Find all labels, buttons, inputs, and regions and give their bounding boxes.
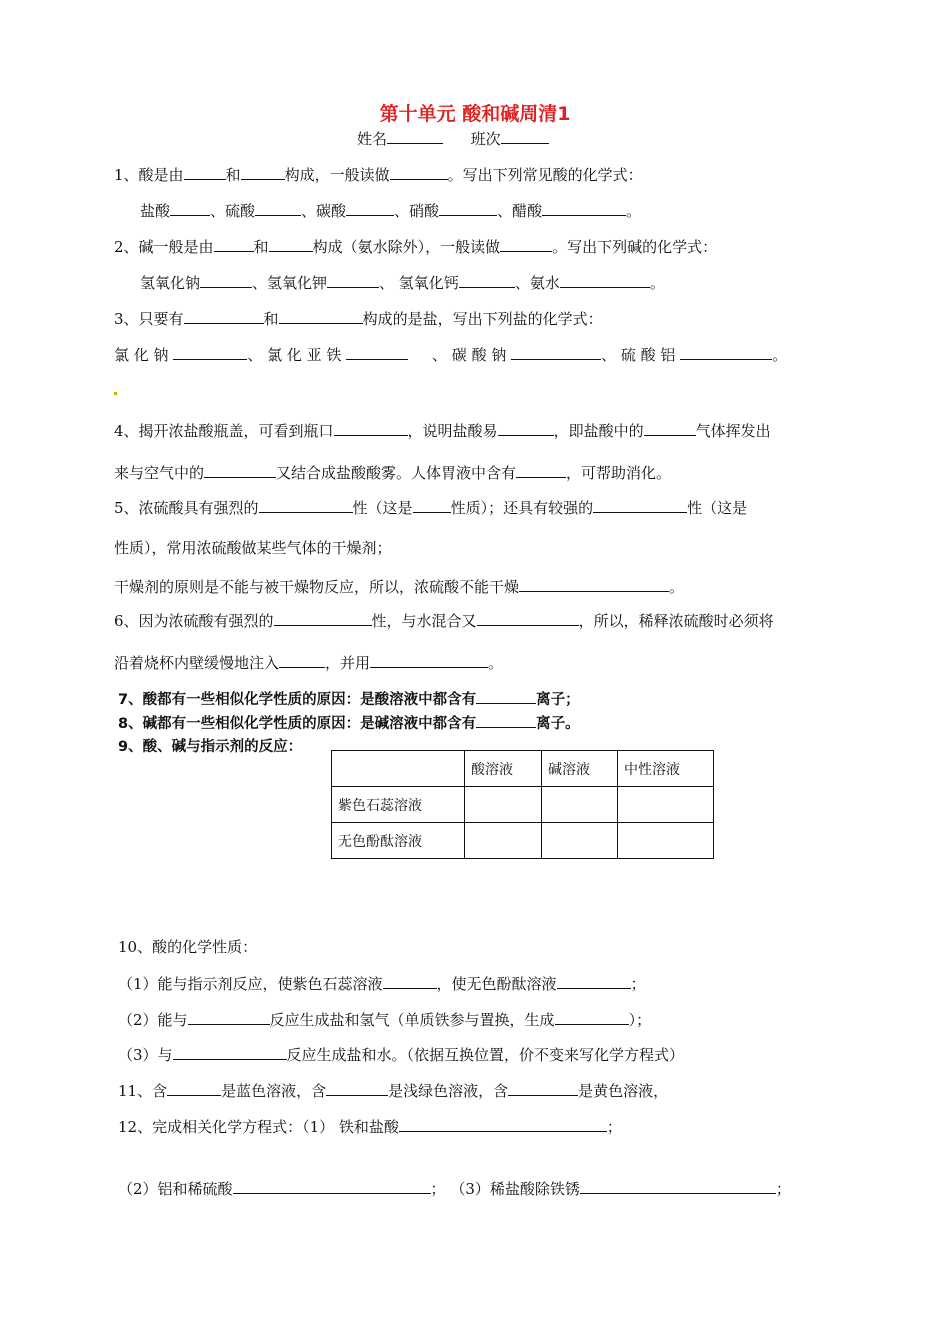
question-3-line-1 — [114, 308, 603, 329]
table-header-cell: 碱溶液 — [542, 751, 618, 787]
question-12-line-1 — [118, 1116, 622, 1137]
question-12-line-2 — [118, 1178, 791, 1199]
table-header-cell: 中性溶液 — [618, 751, 714, 787]
q1-text: 构成，一般读做 — [284, 166, 390, 184]
q1-text: 。写出下列常见酸的化学式： — [447, 166, 643, 184]
answer-blank[interactable] — [334, 420, 408, 436]
table-cell[interactable] — [618, 823, 714, 859]
q4-text: 气体挥发出 — [695, 422, 771, 440]
question-5-line-3 — [114, 576, 684, 597]
q4-text: ，即盐酸中的 — [553, 422, 644, 440]
q4-text: 4、揭开浓盐酸瓶盖，可看到瓶口 — [114, 422, 334, 440]
q8-text: 8、碱都有一些相似化学性质的原因：是碱溶液中都含有 — [118, 716, 477, 732]
answer-blank[interactable] — [498, 420, 554, 436]
table-cell[interactable] — [542, 823, 618, 859]
answer-blank[interactable] — [279, 652, 325, 668]
answer-blank[interactable] — [255, 200, 301, 216]
answer-blank[interactable] — [200, 272, 252, 288]
question-1-line-1 — [114, 164, 643, 185]
question-7 — [118, 688, 580, 710]
q12-text: ； — [775, 1180, 791, 1198]
q5-text: 性（这是 — [687, 499, 748, 517]
answer-blank[interactable] — [214, 236, 254, 252]
answer-blank[interactable] — [580, 1178, 776, 1194]
question-9-label: 9、酸、碱与指示剂的反应： — [118, 739, 303, 755]
answer-blank[interactable] — [508, 1080, 578, 1096]
q3-text: 、 碳 酸 钠 — [432, 346, 507, 364]
q3-text: 、 硫 酸 铝 — [601, 346, 676, 364]
table-cell: 无色酚酞溶液 — [332, 823, 465, 859]
q6-text: 。 — [488, 654, 504, 672]
question-6-line-2 — [114, 652, 503, 673]
q3-text: 氯 化 钠 — [114, 346, 169, 364]
table-row — [332, 823, 714, 859]
question-4-line-1 — [114, 420, 771, 441]
question-2-line-2 — [140, 272, 665, 293]
q3-text: 。 — [772, 346, 788, 364]
question-2-line-1 — [114, 236, 717, 257]
answer-blank[interactable] — [383, 973, 437, 989]
q3-text: 3、只要有 — [114, 310, 184, 328]
q10-text: ； — [630, 975, 646, 993]
q6-text: ，并用 — [325, 654, 371, 672]
question-4-line-2 — [114, 462, 671, 483]
q11-text: 是黄色溶液， — [578, 1082, 669, 1100]
question-5-line-2: 性质），常用浓硫酸做某些气体的干燥剂； — [114, 539, 392, 557]
answer-blank[interactable] — [259, 497, 353, 513]
answer-blank[interactable] — [560, 272, 650, 288]
answer-blank[interactable] — [167, 1080, 221, 1096]
q1-text: 1、酸是由 — [114, 166, 184, 184]
question-10-part-1 — [118, 973, 646, 994]
q12-text: （2）铝和稀硫酸 — [118, 1180, 233, 1198]
answer-blank[interactable] — [274, 610, 372, 626]
name-label: 姓名 — [357, 130, 388, 148]
class-label: 班次 — [470, 130, 501, 148]
question-10-label: 10、酸的化学性质： — [118, 938, 258, 956]
q4-text: 又结合成盐酸酸雾。人体胃液中含有 — [276, 464, 517, 482]
q1-text: 、硝酸 — [394, 202, 440, 220]
q10-text: （3）与 — [118, 1046, 173, 1064]
q2-text: 2、碱一般是由 — [114, 238, 214, 256]
q10-text: （2）能与 — [118, 1011, 188, 1029]
question-8 — [118, 712, 580, 734]
q3-text: 构成的是盐，写出下列盐的化学式： — [362, 310, 603, 328]
page-title: 第十单元 酸和碱周清1 — [379, 103, 571, 125]
answer-blank[interactable] — [184, 164, 226, 180]
q10-text: 反应生成盐和氢气（单质铁参与置换，生成 — [269, 1011, 555, 1029]
table-cell[interactable] — [542, 787, 618, 823]
q4-text: ，说明盐酸易 — [407, 422, 498, 440]
q5-text: 5、浓硫酸具有强烈的 — [114, 499, 259, 517]
q2-text: 。写出下列碱的化学式： — [552, 238, 718, 256]
answer-blank[interactable] — [519, 576, 669, 592]
q1-text: 盐酸 — [140, 202, 171, 220]
answer-blank[interactable] — [241, 164, 285, 180]
answer-blank[interactable] — [170, 200, 210, 216]
q2-text: 、氢氧化钾 — [252, 274, 328, 292]
answer-blank[interactable] — [390, 164, 448, 180]
q10-text: （1）能与指示剂反应，使紫色石蕊溶液 — [118, 975, 383, 993]
answer-blank[interactable] — [269, 236, 313, 252]
q11-text: 是浅绿色溶液，含 — [388, 1082, 509, 1100]
table-header-cell: 酸溶液 — [465, 751, 542, 787]
answer-blank[interactable] — [279, 308, 363, 324]
q12-text: ； （3）稀盐酸除铁锈 — [430, 1180, 580, 1198]
answer-blank[interactable] — [413, 497, 451, 513]
q6-text: ，所以，稀释浓硫酸时必须将 — [578, 612, 774, 630]
q11-text: 是蓝色溶液，含 — [221, 1082, 327, 1100]
answer-blank[interactable] — [346, 200, 394, 216]
q5-text: 干燥剂的原则是不能与被干燥物反应，所以，浓硫酸不能干燥 — [114, 578, 520, 596]
q4-text: 来与空气中的 — [114, 464, 205, 482]
question-6-line-1 — [114, 610, 774, 631]
answer-blank[interactable] — [204, 462, 276, 478]
table-row — [332, 787, 714, 823]
answer-blank[interactable] — [399, 1116, 607, 1132]
answer-blank[interactable] — [173, 344, 247, 360]
q12-text: 12、完成相关化学方程式：（1） 铁和盐酸 — [118, 1118, 399, 1136]
q7-text: 离子； — [536, 692, 580, 708]
q1-text: 和 — [225, 166, 241, 184]
answer-blank[interactable] — [326, 1080, 388, 1096]
answer-blank[interactable] — [327, 272, 379, 288]
q3-text: 、 氯 化 亚 铁 — [247, 346, 342, 364]
table-cell[interactable] — [465, 787, 542, 823]
q10-text: ，使无色酚酞溶液 — [436, 975, 557, 993]
question-10-part-2 — [118, 1009, 651, 1030]
q6-text: 沿着烧杯内壁缓慢地注入 — [114, 654, 280, 672]
answer-blank[interactable] — [439, 200, 497, 216]
question-3-line-2 — [114, 344, 787, 365]
q8-text: 离子。 — [536, 716, 580, 732]
q1-text: 、硫酸 — [210, 202, 256, 220]
q1-text: 、醋酸 — [497, 202, 543, 220]
q5-text: 性质）；还具有较强的 — [450, 499, 594, 517]
q2-text: 和 — [253, 238, 269, 256]
speck — [114, 392, 117, 395]
table-header-cell — [332, 751, 465, 787]
q11-text: 11、含 — [118, 1082, 168, 1100]
question-5-line-1 — [114, 497, 747, 518]
q2-text: 、氨水 — [514, 274, 560, 292]
answer-blank[interactable] — [557, 973, 631, 989]
q1-text: 、碳酸 — [301, 202, 347, 220]
q10-text: 反应生成盐和水。（依据互换位置，价不变来写化学方程式） — [286, 1046, 685, 1064]
q3-text: 和 — [263, 310, 279, 328]
answer-blank[interactable] — [511, 344, 601, 360]
q7-text: 7、酸都有一些相似化学性质的原因：是酸溶液中都含有 — [118, 692, 477, 708]
answer-blank[interactable] — [500, 236, 552, 252]
answer-blank[interactable] — [593, 497, 687, 513]
answer-blank[interactable] — [346, 344, 408, 360]
answer-blank[interactable] — [233, 1178, 431, 1194]
table-cell: 紫色石蕊溶液 — [332, 787, 465, 823]
table-header-row — [332, 751, 714, 787]
question-11 — [118, 1080, 668, 1101]
class-blank[interactable] — [501, 128, 549, 144]
q6-text: 性，与水混合又 — [371, 612, 477, 630]
answer-blank[interactable] — [476, 688, 536, 704]
indicator-table — [331, 750, 714, 859]
answer-blank[interactable] — [680, 344, 772, 360]
table-cell[interactable] — [465, 823, 542, 859]
q2-text: 、 氢氧化钙 — [379, 274, 459, 292]
q2-text: 。 — [649, 274, 665, 292]
q6-text: 6、因为浓硫酸有强烈的 — [114, 612, 274, 630]
q5-text: 性（这是 — [352, 499, 413, 517]
answer-blank[interactable] — [644, 420, 696, 436]
answer-blank[interactable] — [173, 1044, 287, 1060]
q1-text: 。 — [626, 202, 642, 220]
header-fields — [357, 128, 549, 149]
answer-blank[interactable] — [459, 272, 515, 288]
q10-text: ）； — [628, 1011, 652, 1029]
table-cell[interactable] — [618, 787, 714, 823]
name-blank[interactable] — [387, 128, 443, 144]
answer-blank[interactable] — [188, 1009, 270, 1025]
q5-text: 。 — [669, 578, 685, 596]
answer-blank[interactable] — [542, 200, 626, 216]
answer-blank[interactable] — [370, 652, 488, 668]
question-1-line-2 — [140, 200, 641, 221]
answer-blank[interactable] — [477, 610, 579, 626]
answer-blank[interactable] — [555, 1009, 629, 1025]
question-10-part-3 — [118, 1044, 684, 1065]
q2-text: 氢氧化钠 — [140, 274, 201, 292]
answer-blank[interactable] — [476, 712, 536, 728]
q4-text: ，可帮助消化。 — [566, 464, 672, 482]
answer-blank[interactable] — [516, 462, 566, 478]
q12-text: ； — [606, 1118, 622, 1136]
answer-blank[interactable] — [184, 308, 264, 324]
q2-text: 构成（氨水除外），一般读做 — [312, 238, 501, 256]
